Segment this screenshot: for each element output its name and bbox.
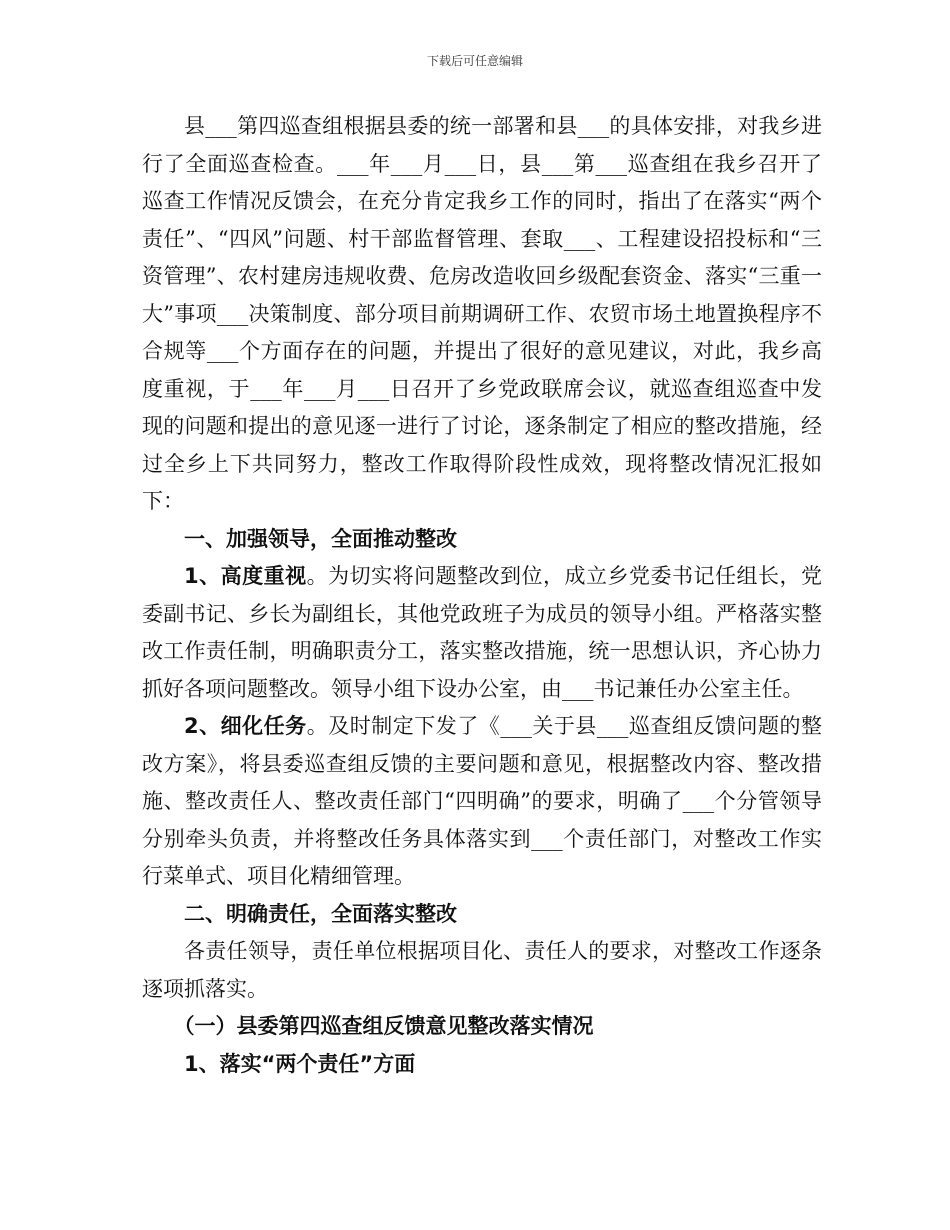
intro-paragraph: 县___第四巡查组根据县委的统一部署和县___的具体安排，对我乡进行了全面巡查检查。___年___月___日，县___第___巡查组在我乡召开了巡查工作情况反馈会，在充分肯定我乡工作的同时，指出了在落实“两个责任”、“四风”问题、村干部监督管理、套取___、工程建设招投标和“三资管理”、农村建房违规收费、危房改造收回乡级配套资金、落实“三重一大”事项___决策制度、部分项目前期调研工作、农贸市场土地置换程序不合规等___个方面存在的问题，并提出了很好的意见建议，对此，我乡高度重视，于___年___月___日召开了乡党政联席会议，就巡查组巡查中发现的问题和提出的意见逐一进行了讨论，逐条制定了相应的整改措施，经过全乡上下共同努力，整改工作取得阶段性成效，现将整改情况汇报如下： [142,114,822,513]
subitem-heading-1: 1、落实“两个责任”方面 [184,1051,416,1076]
item-paragraph-2 [142,708,822,896]
document-body [142,108,822,1083]
section-2-paragraph: 各责任领导，责任单位根据项目化、责任人的要求，对整改工作逐条逐项抓落实。 [142,939,822,1001]
section-heading-1: 一、加强领导，全面推动整改 [184,526,457,551]
item-text-2: 。及时制定下发了《___关于县___巡查组反馈问题的整改方案》，将县委巡查组反馈的主要问题和意见，根据整改内容、整改措施、整改责任人、整改责任部门“四明确”的要求，明确了___个分管领导分别牵头负责，并将整改任务具体落实到___个责任部门，对整改工作实行菜单式、项目化精细管理。 [142,714,822,888]
item-title-2: 2、细化任务 [184,714,307,738]
item-title-1: 1、高度重视 [184,564,307,588]
item-text-1: 。为切实将问题整改到位，成立乡党委书记任组长，党委副书记、乡长为副组长，其他党政班子为成员的领导小组。严格落实整改工作责任制，明确职责分工，落实整改措施，统一思想认识，齐心协力抓好各项问题整改。领导小组下设办公室，由___书记兼任办公室主任。 [142,564,822,701]
subsection-heading-1: （一）县委第四巡查组反馈意见整改落实情况 [173,1014,594,1038]
page-header: 下载后可任意编辑 [426,54,523,68]
item-paragraph-1 [142,558,822,708]
section-heading-2: 二、明确责任，全面落实整改 [184,901,457,926]
